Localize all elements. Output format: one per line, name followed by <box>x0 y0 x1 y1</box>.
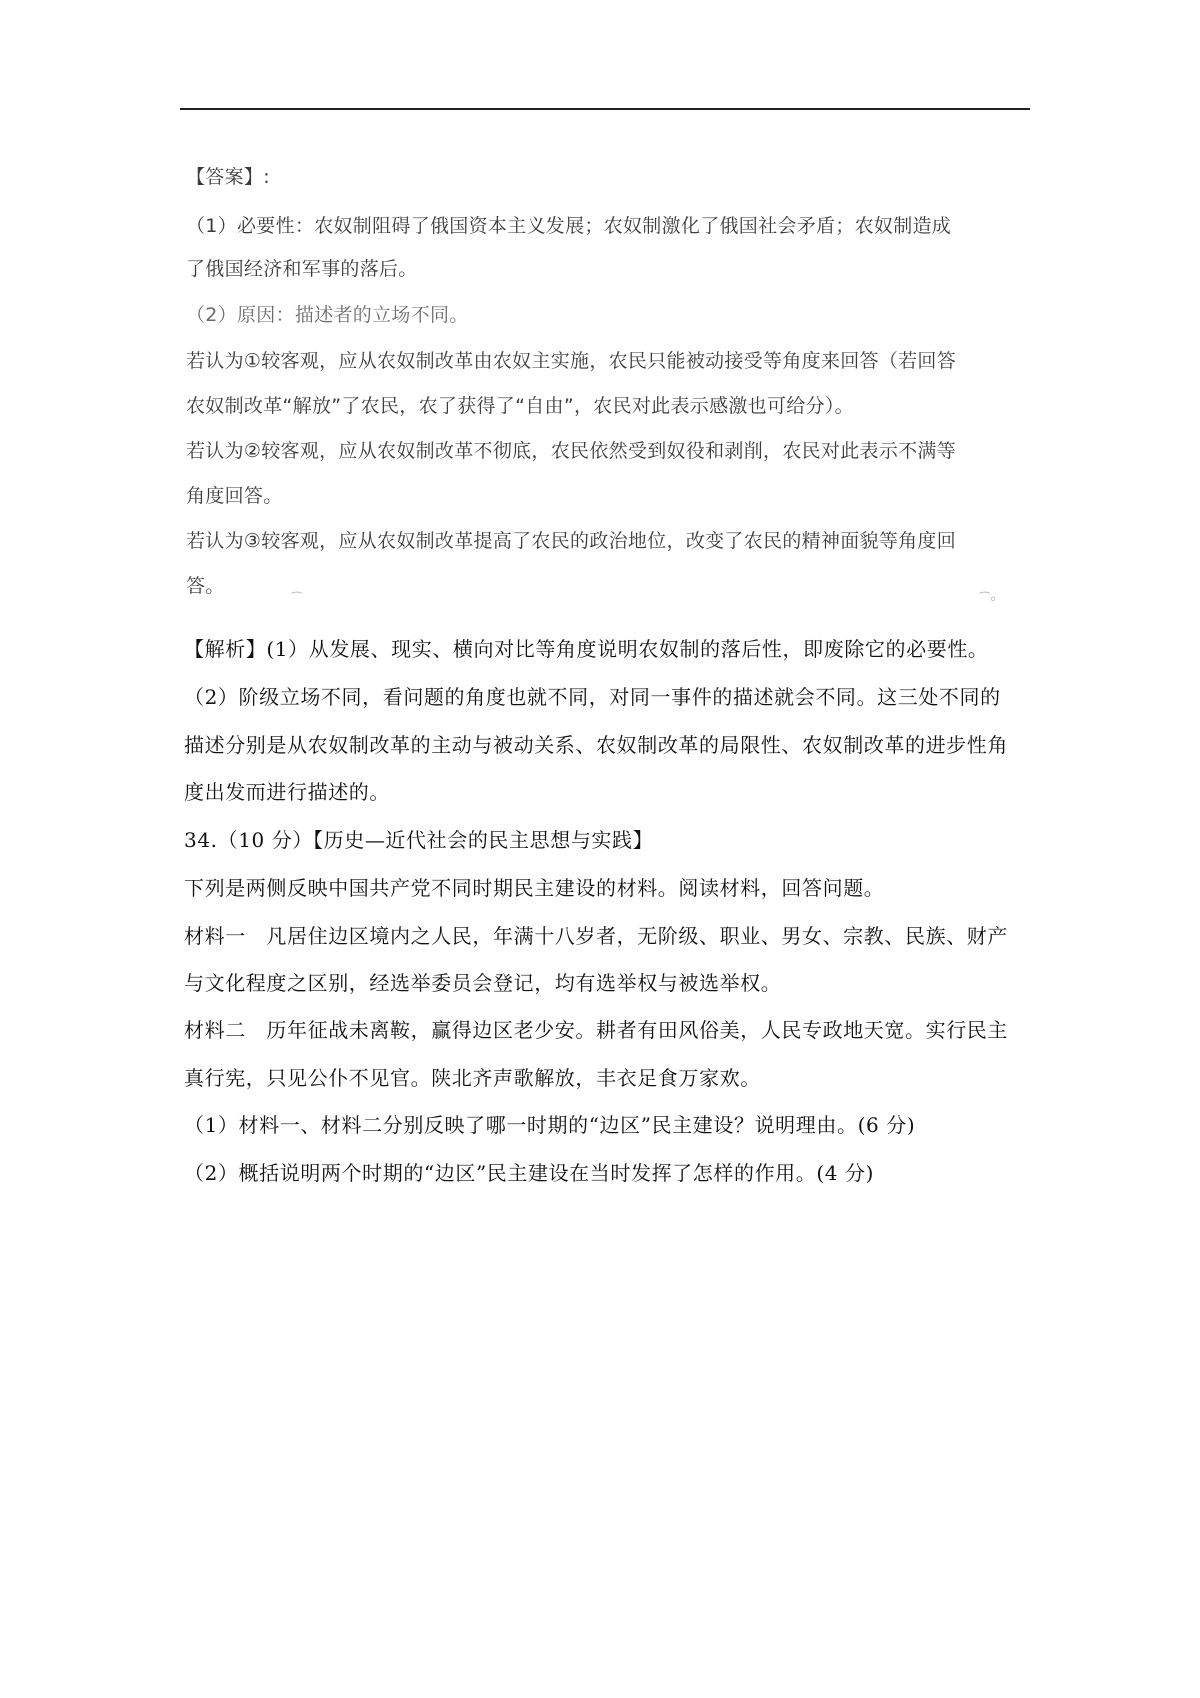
analysis-line: 【解析】(1）从发展、现实、横向对比等角度说明农奴制的落后性，即废除它的必要性。 <box>184 637 989 661</box>
question-intro: 下列是两侧反映中国共产党不同时期民主建设的材料。阅读材料，回答问题。 <box>184 876 885 900</box>
answer-line: 角度回答。 <box>186 485 283 507</box>
material-one-line: 材料一 凡居住边区境内之人民，年满十八岁者，无阶级、职业、男女、宗教、民族、财产 <box>184 924 1008 948</box>
answer-line: 若认为①较客观，应从农奴制改革由农奴主实施，农民只能被动接受等角度来回答（若回答 <box>186 350 957 372</box>
material-two-line: 材料二 历年征战未离鞍，赢得边区老少安。耕者有田风俗美，人民专政地天宽。实行民主 <box>184 1018 1008 1042</box>
answer-line: （2）原因：描述者的立场不同。 <box>186 304 469 326</box>
sub-question-1: （1）材料一、材料二分别反映了哪一时期的“边区”民主建设？说明理由。(6 分) <box>184 1113 916 1137</box>
question-title: 34.（10 分）【历史—近代社会的民主思想与实践】 <box>184 828 654 852</box>
sub-question-2: （2）概括说明两个时期的“边区”民主建设在当时发挥了怎样的作用。(4 分) <box>184 1161 875 1185</box>
material-two-line: 真行宪，只见公仆不见官。陕北齐声歌解放，丰衣足食万家欢。 <box>184 1066 761 1090</box>
answer-line: 若认为③较客观，应从农奴制改革提高了农民的政治地位，改变了农民的精神面貌等角度回 <box>186 530 957 552</box>
header-rule <box>180 108 1030 110</box>
scan-artifact: ⁀ <box>292 592 302 606</box>
answer-heading: 【答案】: <box>186 166 270 188</box>
scan-artifact: ⁀⸰ <box>980 592 997 606</box>
answer-line: 答。 <box>186 575 225 597</box>
answer-line: 了俄国经济和军事的落后。 <box>186 258 418 280</box>
answer-line: 农奴制改革“解放”了农民，农了获得了“自由”，农民对此表示感激也可给分）。 <box>186 395 854 417</box>
analysis-line: （2）阶级立场不同，看问题的角度也就不同，对同一事件的描述就会不同。这三处不同的 <box>184 685 1001 709</box>
material-one-line: 与文化程度之区别，经选举委员会登记，均有选举权与被选举权。 <box>184 971 782 995</box>
analysis-line: 度出发而进行描述的。 <box>184 780 390 804</box>
analysis-line: 描述分别是从农奴制改革的主动与被动关系、农奴制改革的局限性、农奴制改革的进步性角 <box>184 733 1008 757</box>
answer-line: 若认为②较客观，应从农奴制改革不彻底，农民依然受到奴役和剥削，农民对此表示不满等 <box>186 440 957 462</box>
answer-line: （1）必要性：农奴制阻碍了俄国资本主义发展；农奴制激化了俄国社会矛盾；农奴制造成 <box>186 215 952 237</box>
